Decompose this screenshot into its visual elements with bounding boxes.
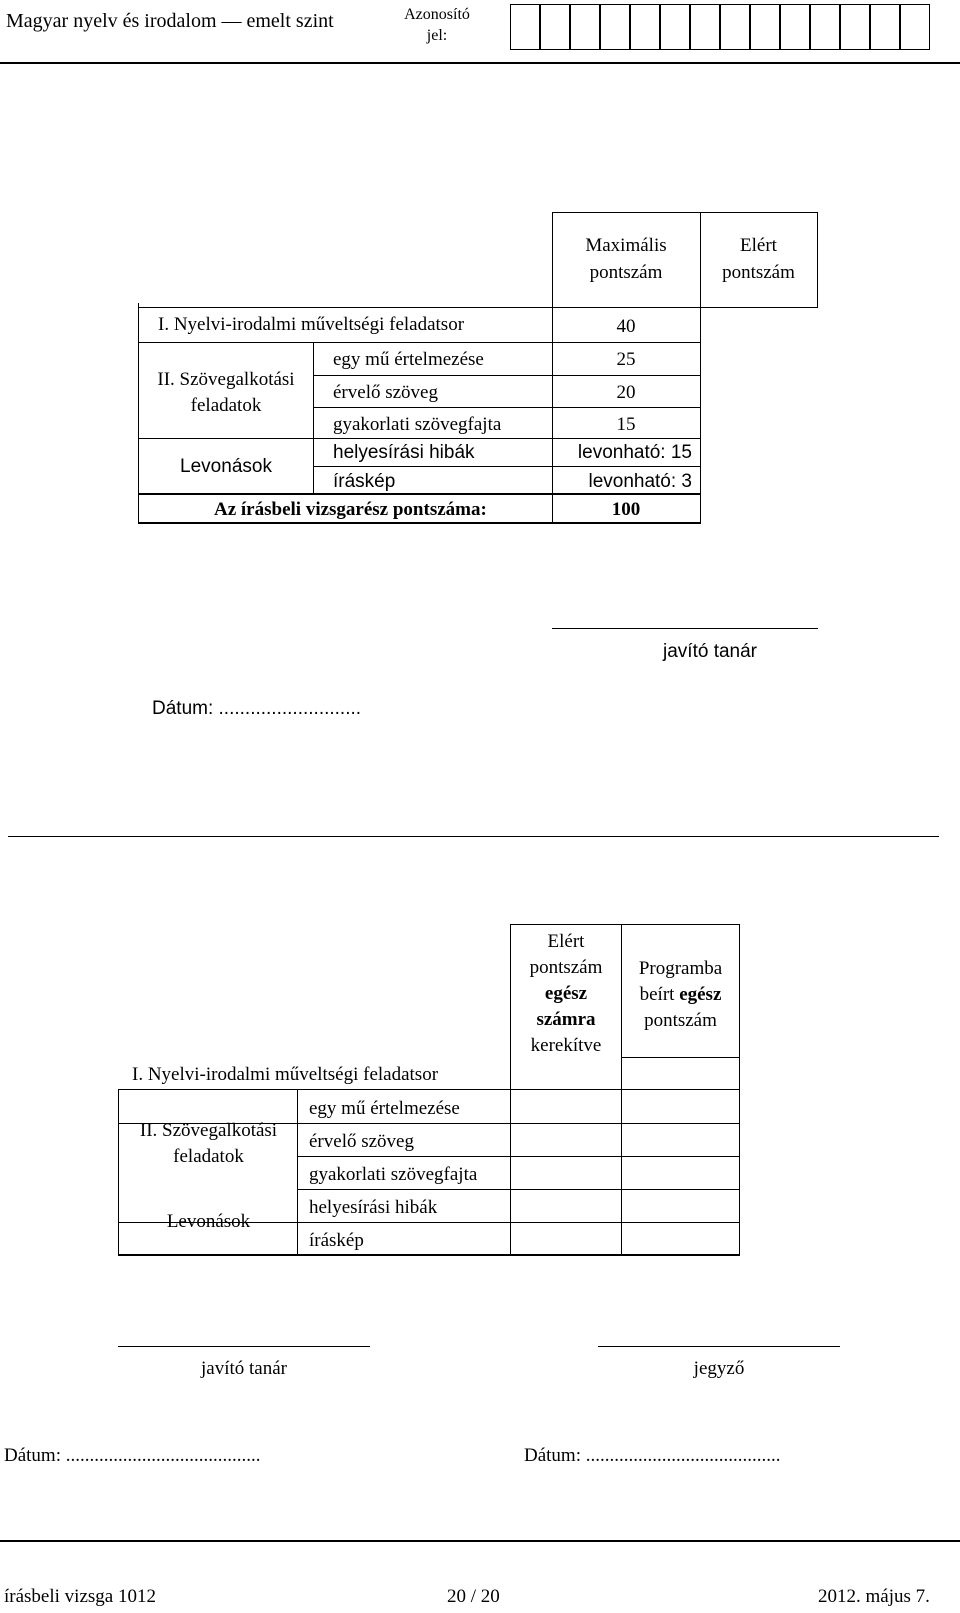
t2-group2-line1: II. Szövegalkotási bbox=[139, 1120, 278, 1141]
row6-label: íráskép bbox=[333, 471, 396, 492]
id-box[interactable] bbox=[630, 4, 660, 50]
table1-hline-1 bbox=[138, 307, 818, 308]
teacher-label: javító tanár bbox=[663, 641, 757, 662]
id-box[interactable] bbox=[840, 4, 870, 50]
col-b-line2-b: egész bbox=[679, 984, 722, 1005]
id-box[interactable] bbox=[900, 4, 930, 50]
t2-row3-label: érvelő szöveg bbox=[309, 1131, 414, 1152]
col-got-line2: pontszám bbox=[722, 262, 795, 283]
id-box[interactable] bbox=[570, 4, 600, 50]
t2-group2-line2: feladatok bbox=[173, 1146, 244, 1167]
table1-total-bottom bbox=[138, 522, 701, 524]
col-a-line1: Elért bbox=[547, 931, 585, 952]
clerk-signature-line bbox=[598, 1346, 840, 1347]
t2-row5-label: helyesírási hibák bbox=[309, 1197, 438, 1218]
id-box[interactable] bbox=[870, 4, 900, 50]
row4-max: 15 bbox=[616, 414, 636, 435]
table1-top-header bbox=[552, 212, 818, 213]
clerk-label: jegyző bbox=[693, 1358, 745, 1379]
table2-left-border bbox=[118, 1089, 119, 1255]
t2-group3-label: Levonások bbox=[166, 1211, 251, 1232]
row1-label: I. Nyelvi-irodalmi műveltségi feladatsor bbox=[158, 314, 465, 335]
teacher-label-2: javító tanár bbox=[201, 1358, 287, 1379]
col-got-line1: Elért bbox=[740, 235, 777, 256]
footer-right: 2012. május 7. bbox=[818, 1586, 930, 1607]
table1-hline-4 bbox=[313, 407, 701, 408]
header-rule bbox=[0, 62, 960, 64]
table2-bottom-border bbox=[118, 1254, 740, 1256]
t2-row1-label: I. Nyelvi-irodalmi műveltségi feladatsor bbox=[132, 1064, 439, 1085]
table1-left-border bbox=[138, 303, 139, 524]
table2-hline-1 bbox=[118, 1089, 740, 1090]
id-label-line2: jel: bbox=[426, 27, 448, 44]
col-b-line2 bbox=[622, 982, 739, 1008]
table1-hline-2 bbox=[138, 342, 701, 343]
id-label-line1: Azonosító bbox=[404, 6, 470, 23]
col-got-header bbox=[700, 236, 817, 283]
row4-label: gyakorlati szövegfajta bbox=[333, 414, 502, 435]
id-box[interactable] bbox=[810, 4, 840, 50]
row6-max: levonható: 3 bbox=[588, 471, 692, 492]
table2-hline-4 bbox=[297, 1189, 740, 1190]
date-field[interactable]: Dátum: ........................... bbox=[152, 698, 362, 719]
t2-row6-label: íráskép bbox=[309, 1230, 364, 1251]
teacher-signature-line bbox=[552, 628, 818, 629]
row5-label: helyesírási hibák bbox=[333, 442, 475, 463]
id-box[interactable] bbox=[660, 4, 690, 50]
header-title: Magyar nyelv és irodalom — emelt szint bbox=[6, 10, 334, 32]
table1-right-border bbox=[817, 212, 818, 308]
row5-max: levonható: 15 bbox=[577, 442, 692, 463]
table1-total-top bbox=[138, 493, 701, 495]
table2-hline-3 bbox=[297, 1156, 740, 1157]
row3-max: 20 bbox=[616, 382, 636, 403]
t2-row4-label: gyakorlati szövegfajta bbox=[309, 1164, 478, 1185]
total-max: 100 bbox=[611, 499, 641, 520]
col-max-line1: Maximális bbox=[585, 235, 667, 256]
col-b-line3: pontszám bbox=[644, 1010, 717, 1031]
table2-header-bottom bbox=[621, 1057, 740, 1058]
table1-hline-6 bbox=[313, 466, 701, 467]
footer-page: 20 / 20 bbox=[447, 1586, 500, 1607]
col-a-line5: kerekítve bbox=[530, 1035, 602, 1056]
col-a-line4: számra bbox=[536, 1009, 596, 1030]
table1-hline-5 bbox=[138, 438, 701, 439]
row1-max: 40 bbox=[616, 316, 636, 337]
id-box[interactable] bbox=[510, 4, 540, 50]
footer-rule bbox=[0, 1540, 960, 1542]
col-b-line2-a: beírt bbox=[639, 984, 680, 1005]
col-a-header bbox=[511, 929, 621, 1059]
id-label bbox=[400, 4, 474, 46]
table2-inner-vline bbox=[297, 1089, 298, 1255]
row2-label: egy mű értelmezése bbox=[333, 349, 484, 370]
id-box[interactable] bbox=[690, 4, 720, 50]
id-box[interactable] bbox=[600, 4, 630, 50]
t2-group2-label bbox=[122, 1118, 295, 1170]
group2-label bbox=[143, 367, 309, 419]
col-max-line2: pontszám bbox=[589, 262, 663, 283]
footer-left: írásbeli vizsga 1012 bbox=[4, 1586, 156, 1607]
col-b-header bbox=[622, 956, 739, 1034]
id-box[interactable] bbox=[780, 4, 810, 50]
col-a-line2: pontszám bbox=[529, 957, 603, 978]
col-a-line3: egész bbox=[544, 983, 588, 1004]
table1-hline-3 bbox=[313, 375, 701, 376]
id-box[interactable] bbox=[540, 4, 570, 50]
t2-row2-label: egy mű értelmezése bbox=[309, 1098, 460, 1119]
table2-top-border bbox=[510, 924, 740, 925]
group3-label: Levonások bbox=[180, 456, 272, 477]
section-divider bbox=[8, 836, 939, 837]
col-max-header bbox=[552, 236, 700, 283]
group2-line2: feladatok bbox=[190, 395, 262, 416]
id-box[interactable] bbox=[750, 4, 780, 50]
id-box[interactable] bbox=[720, 4, 750, 50]
col-b-line1: Programba bbox=[638, 958, 723, 979]
date-field-right[interactable]: Dátum: ......................................... bbox=[524, 1445, 781, 1466]
total-label: Az írásbeli vizsgarész pontszáma: bbox=[214, 499, 487, 520]
table1-inner-vline-1 bbox=[313, 342, 314, 438]
row3-label: érvelő szöveg bbox=[333, 382, 438, 403]
row2-max: 25 bbox=[616, 349, 636, 370]
date-field-left[interactable]: Dátum: ......................................... bbox=[4, 1445, 261, 1466]
teacher-signature-line-2 bbox=[118, 1346, 370, 1347]
group2-line1: II. Szövegalkotási bbox=[157, 369, 295, 390]
